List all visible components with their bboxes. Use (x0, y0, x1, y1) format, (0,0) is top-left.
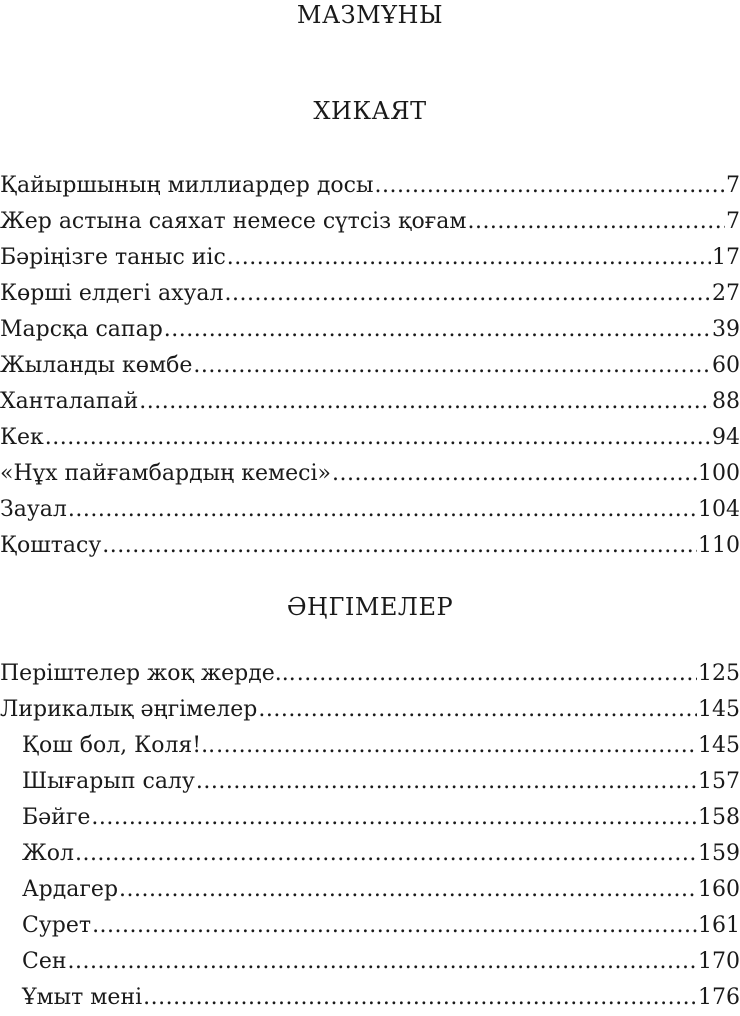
dot-leader (297, 656, 697, 692)
section-heading-khikayat: ХИКАЯТ (313, 97, 427, 125)
toc-entry (0, 348, 740, 384)
dot-leader (227, 240, 711, 276)
toc-entry (0, 276, 740, 312)
toc-entry-title: Зауал (0, 497, 67, 522)
toc-entry-page: 7 (726, 209, 740, 234)
toc-entry-title: Періштелер жоқ жерде... (0, 661, 296, 686)
toc-entry-title: Шығарып салу (22, 769, 195, 794)
dot-leader (216, 728, 697, 764)
toc-entry-page: 176 (698, 985, 740, 1010)
page-title: МАЗМҰНЫ (296, 1, 444, 29)
toc-entry-page: 158 (698, 805, 740, 830)
toc-entry (0, 312, 740, 348)
toc-sub-entry (0, 764, 740, 800)
toc-sub-entry (0, 944, 740, 980)
toc-entry (0, 492, 740, 528)
toc-sub-entry (0, 908, 740, 944)
dot-leader (143, 980, 697, 1016)
toc-entry (0, 420, 740, 456)
toc-sub-entry (0, 836, 740, 872)
dot-leader (332, 456, 697, 492)
toc-entry-page: 39 (712, 317, 740, 342)
toc-entry-page: 94 (712, 425, 740, 450)
toc-entry-page: 145 (698, 733, 740, 758)
toc-entry-title: Кек (0, 425, 44, 450)
toc-entry-title: Бәйге (22, 805, 91, 830)
toc-entry-title: Жол (22, 841, 74, 866)
toc-entry-page: 100 (698, 461, 740, 486)
toc-entry-title: Бәріңізге таныс иіс (0, 245, 226, 270)
toc-entry-title: Жер астына саяхат немесе сүтсіз қоғам (0, 209, 467, 234)
toc-entry (0, 528, 740, 564)
dot-leader (92, 908, 697, 944)
dot-leader (258, 692, 697, 728)
section-heading-angimeler: ӘҢГІМЕЛЕР (286, 593, 454, 621)
toc-entry-page: 104 (698, 497, 740, 522)
toc-entry (0, 204, 740, 240)
toc-entry-title: Марсқа сапар (0, 317, 163, 342)
dot-leader (193, 348, 711, 384)
dot-leader (75, 836, 697, 872)
toc-entry-page: 110 (698, 533, 740, 558)
toc-entry-page: 7 (726, 173, 740, 198)
toc-entry-title: «Нұх пайғамбардың кемесі» (0, 461, 331, 486)
toc-entry-title: Ардагер (22, 877, 119, 902)
toc-entry-page: 125 (698, 661, 740, 686)
toc-entry (0, 168, 740, 204)
toc-entry-title: Ұмыт мені (22, 985, 143, 1010)
toc-entry-page: 157 (698, 769, 740, 794)
dot-leader (119, 872, 697, 908)
toc-entry-page: 88 (712, 389, 740, 414)
toc-sub-entry (0, 980, 740, 1016)
toc-entry (0, 384, 740, 420)
dot-leader (139, 384, 711, 420)
toc-entry-page: 17 (712, 245, 740, 270)
toc-list-angimeler (0, 656, 740, 1016)
toc-entry-title: Жыланды көмбе (0, 353, 193, 378)
toc-entry-title: Сен (22, 949, 67, 974)
dot-leader (467, 204, 725, 240)
dot-leader (45, 420, 711, 456)
toc-entry-page: 145 (698, 697, 740, 722)
toc-sub-entry (0, 872, 740, 908)
dot-leader (68, 492, 697, 528)
toc-entry-title: Ханталапай (0, 389, 139, 414)
dot-leader (225, 276, 711, 312)
toc-sub-entry (0, 800, 740, 836)
toc-entry-page: 27 (712, 281, 740, 306)
toc-entry-title: Көрші елдегі ахуал (0, 281, 224, 306)
dot-leader (196, 764, 697, 800)
toc-entry (0, 240, 740, 276)
toc-entry (0, 656, 740, 692)
dot-leader (68, 944, 697, 980)
toc-entry-page: 161 (698, 913, 740, 938)
toc-entry-title: Сурет (22, 913, 92, 938)
toc-entry (0, 456, 740, 492)
toc-entry-page: 60 (712, 353, 740, 378)
toc-entry-page: 170 (698, 949, 740, 974)
toc-list-khikayat (0, 168, 740, 564)
toc-entry-title: Қош бол, Коля!.. (22, 733, 216, 758)
toc-entry-page: 159 (698, 841, 740, 866)
toc-entry-title: Қоштасу (0, 533, 102, 558)
dot-leader (102, 528, 697, 564)
dot-leader (164, 312, 711, 348)
toc-entry-title: Лирикалық әңгімелер (0, 697, 258, 722)
toc-sub-entry (0, 728, 740, 764)
dot-leader (374, 168, 725, 204)
toc-entry-page: 160 (698, 877, 740, 902)
toc-entry-title: Қайыршының миллиардер досы (0, 173, 374, 198)
toc-entry (0, 692, 740, 728)
dot-leader (91, 800, 697, 836)
